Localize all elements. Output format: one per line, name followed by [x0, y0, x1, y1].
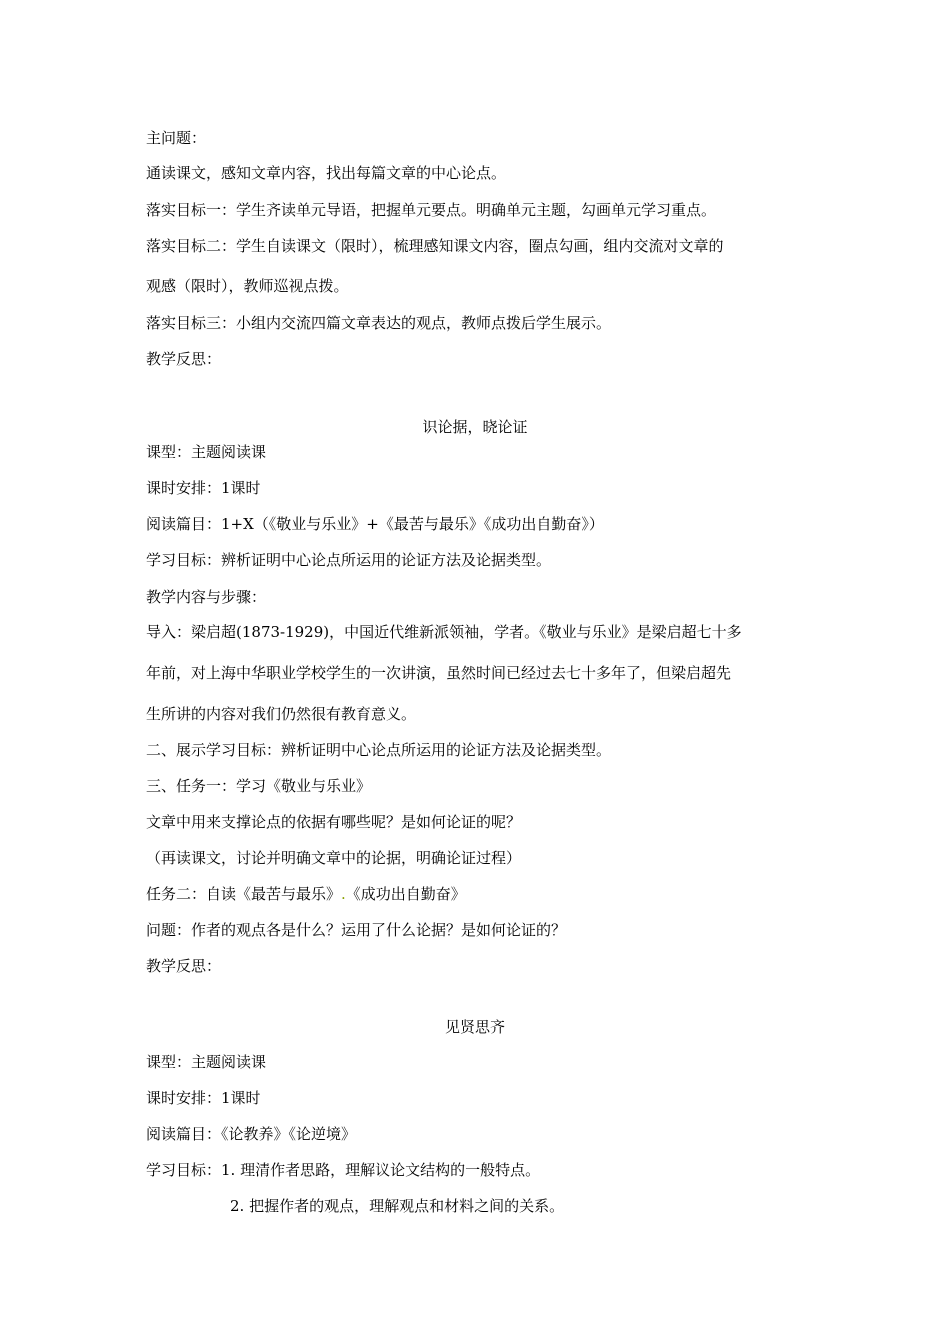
main-question-text: 通读课文，感知文章内容，找出每篇文章的中心论点。: [146, 164, 507, 182]
learning-goal-item-1: 1. 理清作者思路，理解议论文结构的一般特点。: [221, 1161, 541, 1179]
learning-goal-2: 学习目标：辨析证明中心论点所运用的论证方法及论据类型。: [146, 551, 552, 569]
task-two: [146, 884, 466, 904]
question-one: 文章中用来支撑论点的依据有哪些呢？是如何论证的呢？: [146, 813, 522, 831]
task-two-part2: 《成功出自勤奋》: [345, 885, 466, 903]
learning-goal-3: [146, 1160, 540, 1180]
goal-two-text-line2: 观感（限时），教师巡视点拨。: [146, 277, 349, 295]
steps-label: 教学内容与步骤：: [146, 588, 267, 606]
main-question-label: 主问题：: [146, 129, 207, 147]
note-one: （再读课文，讨论并明确文章中的论据，明确论证过程）: [146, 849, 522, 867]
task-two-part1: 任务二：自读《最苦与最乐》: [146, 885, 342, 903]
step-three: 三、任务一：学习《敬业与乐业》: [146, 777, 372, 795]
intro-line1: 导入：梁启超(1873-1929)，中国近代维新派领袖，学者。《敬业与乐业》是梁启超七十多: [146, 623, 742, 641]
step-two: 二、展示学习目标：辨析证明中心论点所运用的论证方法及论据类型。: [146, 741, 612, 759]
section-title-3: 见贤思齐: [444, 1018, 505, 1036]
reading-list-2: 阅读篇目：1+X（《敬业与乐业》+《最苦与最乐》《成功出自勤奋》）: [146, 515, 604, 533]
course-type-3: 课型：主题阅读课: [146, 1053, 267, 1071]
question-two: 问题：作者的观点各是什么？运用了什么论据？是如何论证的？: [146, 921, 567, 939]
learning-goal-label-3: 学习目标：: [146, 1161, 222, 1179]
goal-one-text: 落实目标一：学生齐读单元导语，把握单元要点。明确单元主题，勾画单元学习重点。: [146, 201, 717, 219]
intro-line3: 生所讲的内容对我们仍然很有教育意义。: [146, 705, 417, 723]
intro-line2: 年前，对上海中华职业学校学生的一次讲演，虽然时间已经过去七十多年了，但梁启超先: [146, 664, 732, 682]
course-time-3: 课时安排：1课时: [146, 1089, 261, 1107]
course-time-2: 课时安排：1课时: [146, 479, 261, 497]
mark-dot: .: [341, 885, 346, 903]
goal-three-text: 落实目标三：小组内交流四篇文章表达的观点，教师点拨后学生展示。: [146, 314, 612, 332]
section-title-2: 识论据，晓论证: [422, 418, 528, 436]
reflection-label-2: 教学反思：: [146, 957, 222, 975]
goal-two-text-line1: 落实目标二：学生自读课文（限时），梳理感知课文内容，圈点勾画，组内交流对文章的: [146, 237, 724, 255]
reflection-label-1: 教学反思：: [146, 350, 222, 368]
reading-list-3: 阅读篇目：《论教养》《论逆境》: [146, 1125, 357, 1143]
course-type-2: 课型：主题阅读课: [146, 443, 267, 461]
learning-goal-item-2: 2. 把握作者的观点，理解观点和材料之间的关系。: [230, 1197, 565, 1215]
